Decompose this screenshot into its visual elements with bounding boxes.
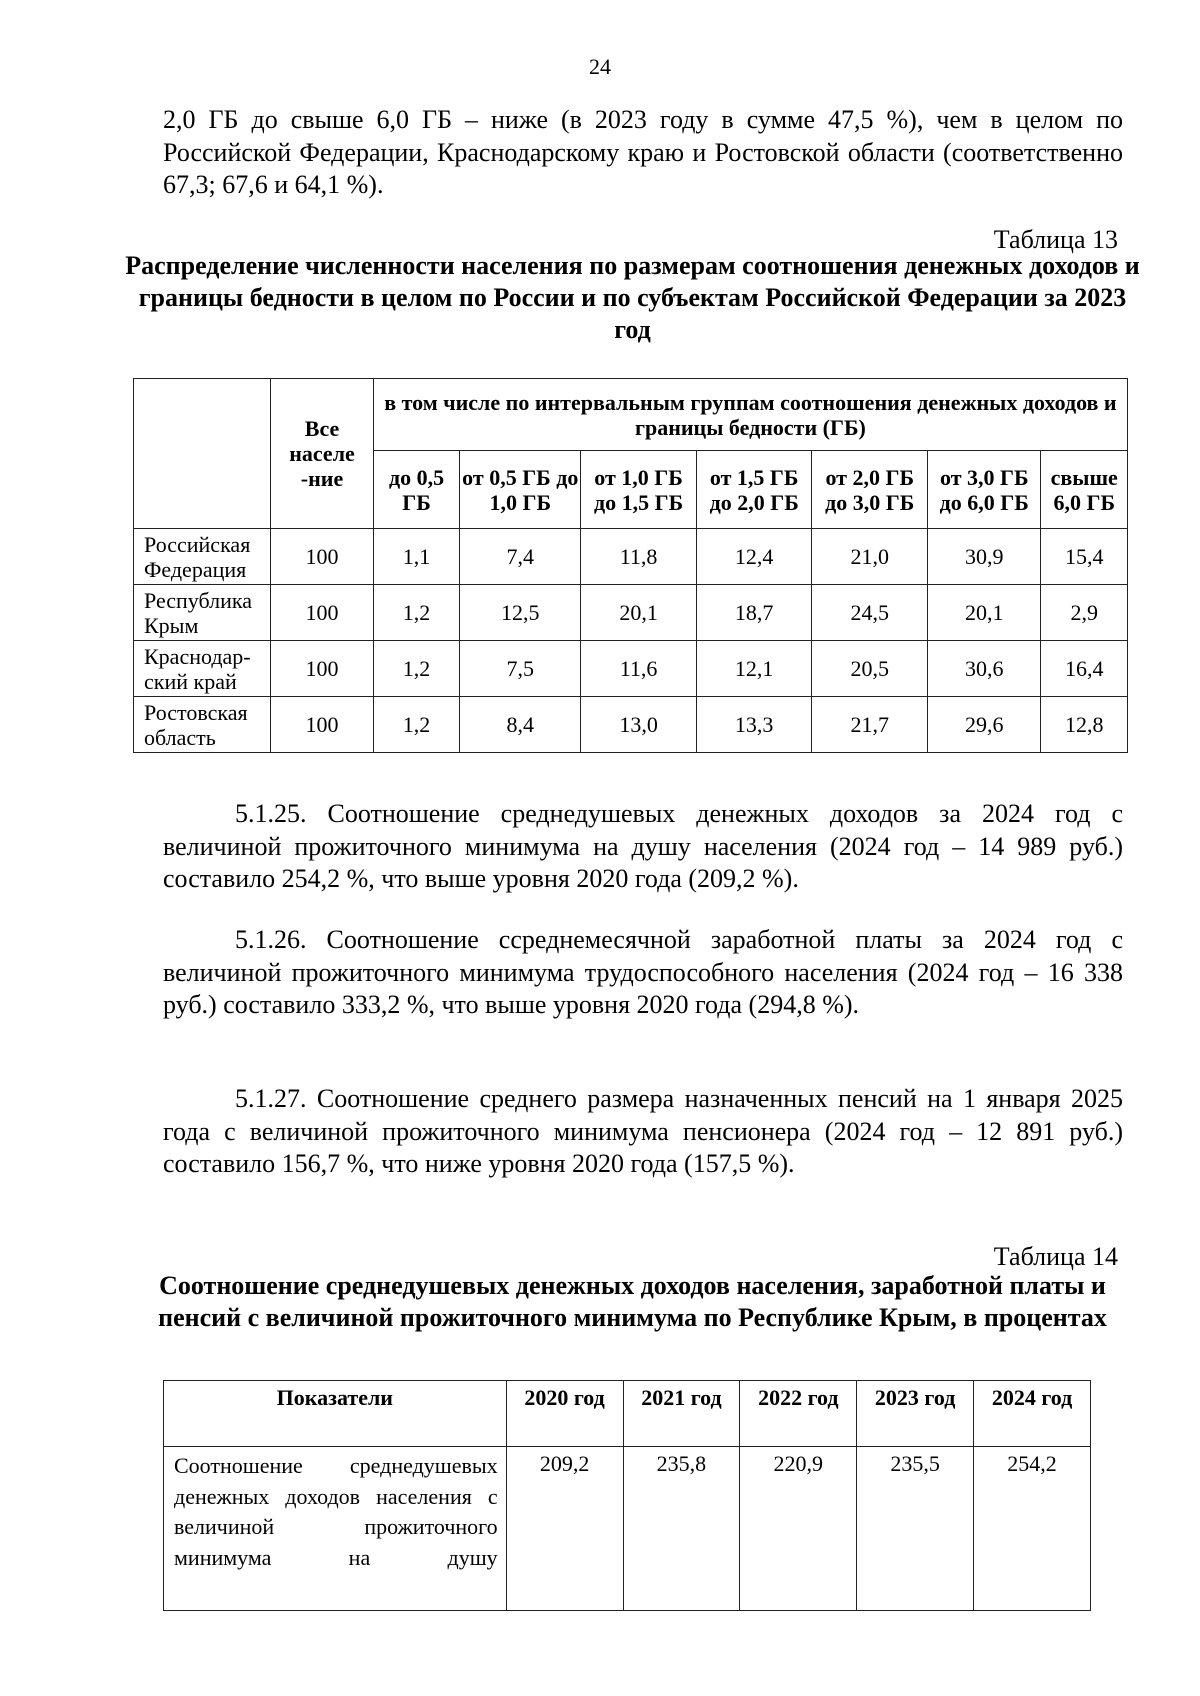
value-cell: 7,5 — [460, 641, 581, 697]
table14-title: Соотношение среднедушевых денежных доходов населения, заработной платы и пенсий с величиной прожиточного минимума по Республике Крым, в процентах — [158, 1271, 1107, 1332]
value-cell: 13,0 — [581, 697, 697, 753]
value-cell: 18,7 — [696, 585, 812, 641]
table13-title: Распределение численности населения по размерам соотношения денежных доходов и границы бедности в целом по России и по субъектам Российской Федерации за 2023 год — [125, 251, 1140, 344]
year-header: 2020 год — [506, 1381, 623, 1447]
region-cell: Российская Федерация — [134, 529, 271, 585]
value-cell: 16,4 — [1041, 641, 1128, 697]
value-cell: 100 — [271, 529, 374, 585]
value-cell: 15,4 — [1041, 529, 1128, 585]
year-header: 2022 год — [740, 1381, 857, 1447]
table-row — [134, 585, 1128, 641]
table-row — [134, 529, 1128, 585]
interval-header: от 2,0 ГБ до 3,0 ГБ — [812, 451, 928, 529]
table14-label: Таблица 14 — [993, 1242, 1118, 1271]
table-14 — [163, 1380, 1091, 1611]
value-cell: 30,6 — [928, 641, 1041, 697]
value-cell: 220,9 — [740, 1447, 857, 1611]
interval-header: от 1,5 ГБ до 2,0 ГБ — [696, 451, 812, 529]
value-cell: 235,8 — [623, 1447, 740, 1611]
interval-header: свыше 6,0 ГБ — [1041, 451, 1128, 529]
value-cell: 100 — [271, 641, 374, 697]
interval-header: от 1,0 ГБ до 1,5 ГБ — [581, 451, 697, 529]
page-number: 24 — [589, 54, 611, 79]
value-cell: 100 — [271, 697, 374, 753]
paragraph-5-1-26: 5.1.26. Соотношение ссреднемесячной заработной платы за 2024 год с величиной прожиточного минимума трудоспособного населения (2024 год – 16 338 руб.) составило 333,2 %, что выше уровня 2020 года (294,8 %). — [163, 925, 1123, 1019]
value-cell: 1,2 — [373, 697, 459, 753]
year-header: 2023 год — [857, 1381, 974, 1447]
paragraph-5-1-27: 5.1.27. Соотношение среднего размера назначенных пенсий на 1 января 2025 года с величиной прожиточного минимума пенсионера (2024 год – 12 891 руб.) составило 156,7 %, что ниже уровня 2020 года (157,5 %). — [163, 1084, 1123, 1178]
year-header: 2021 год — [623, 1381, 740, 1447]
value-cell: 209,2 — [506, 1447, 623, 1611]
all-population-header: Все населе -ние — [271, 379, 374, 529]
value-cell: 30,9 — [928, 529, 1041, 585]
value-cell: 1,1 — [373, 529, 459, 585]
value-cell: 1,2 — [373, 641, 459, 697]
value-cell: 235,5 — [857, 1447, 974, 1611]
intro-paragraph: 2,0 ГБ до свыше 6,0 ГБ – ниже (в 2023 году в сумме 47,5 %), чем в целом по Российской Федерации, Краснодарскому краю и Ростовской области (соответственно 67,3; 67,6 и 64,1 %). — [163, 105, 1123, 199]
value-cell: 21,7 — [812, 697, 928, 753]
value-cell: 20,1 — [928, 585, 1041, 641]
value-cell: 12,5 — [460, 585, 581, 641]
value-cell: 12,8 — [1041, 697, 1128, 753]
value-cell: 29,6 — [928, 697, 1041, 753]
value-cell: 100 — [271, 585, 374, 641]
interval-group-header: в том числе по интервальным группам соотношения денежных доходов и границы бедности (ГБ) — [373, 379, 1127, 451]
paragraph-5-1-25: 5.1.25. Соотношение среднедушевых денежных доходов за 2024 год с величиной прожиточного минимума на душу населения (2024 год – 14 989 руб.) составило 254,2 %, что выше уровня 2020 года (209,2 %). — [163, 799, 1123, 893]
value-cell: 8,4 — [460, 697, 581, 753]
region-cell: Краснодар-ский край — [134, 641, 271, 697]
table-row — [164, 1447, 1091, 1611]
value-cell: 11,6 — [581, 641, 697, 697]
value-cell: 1,2 — [373, 585, 459, 641]
indicator-cell: Соотношение среднедушевых денежных доходов населения с величиной прожиточного минимума на душу — [164, 1447, 507, 1611]
value-cell: 11,8 — [581, 529, 697, 585]
value-cell: 12,1 — [696, 641, 812, 697]
table-row — [134, 697, 1128, 753]
value-cell: 254,2 — [974, 1447, 1091, 1611]
indicator-header: Показатели — [164, 1381, 507, 1447]
interval-header: от 0,5 ГБ до 1,0 ГБ — [460, 451, 581, 529]
region-cell: Республика Крым — [134, 585, 271, 641]
table-row — [134, 641, 1128, 697]
region-header — [134, 379, 271, 529]
value-cell: 21,0 — [812, 529, 928, 585]
value-cell: 13,3 — [696, 697, 812, 753]
year-header: 2024 год — [974, 1381, 1091, 1447]
table13-label: Таблица 13 — [993, 225, 1118, 254]
value-cell: 12,4 — [696, 529, 812, 585]
region-cell: Ростовская область — [134, 697, 271, 753]
value-cell: 2,9 — [1041, 585, 1128, 641]
value-cell: 24,5 — [812, 585, 928, 641]
interval-header: от 3,0 ГБ до 6,0 ГБ — [928, 451, 1041, 529]
value-cell: 20,5 — [812, 641, 928, 697]
value-cell: 20,1 — [581, 585, 697, 641]
value-cell: 7,4 — [460, 529, 581, 585]
interval-header: до 0,5 ГБ — [373, 451, 459, 529]
table-13 — [133, 378, 1128, 753]
